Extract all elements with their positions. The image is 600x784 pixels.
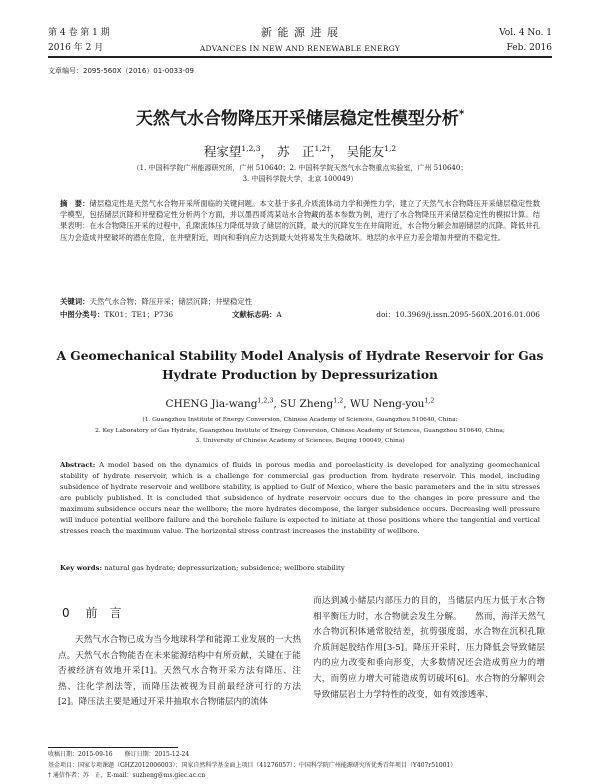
doi-value: 10.3969/j.issn.2095-560X.2016.01.006 [395,310,540,319]
affiliation-cn-line: （1. 中国科学院广州能源研究所，广州 510640；2. 中国科学院天然气水合物重点实验室，广州 510640； [132,164,468,172]
author-cn: 吴能友$^{1,2}$ [346,143,397,159]
affiliation-en-line: 3. University of Chinese Academy of Sciences, Beijing 100049, China) [195,438,405,444]
author-en: SU Zheng$^{1,2}$ [280,397,344,410]
affiliation-cn-line: 3. 中国科学院大学，北京 100049） [242,175,358,183]
footnote-corresponding: † 通信作者：苏 正，E-mail：suzheng@ms.giec.ac.cn [48,772,206,779]
abstract-en [60,460,540,537]
header-journal-en: ADVANCES IN NEW AND RENEWABLE ENERGY [199,44,401,53]
keywords-cn-label: 关键词： [60,297,90,306]
keywords-en-label: Key words: [60,564,103,572]
authors-en: CHENG Jia-wang$^{1,2,3}$, SU Zheng$^{1,2}$, WU Neng-you$^{1,2}$ [165,397,435,410]
footnotes [48,750,552,782]
body-column-left: 天然气水合物已成为当今地球科学和能源工业发展的一大热点。天然气水合物能否在未来能源结构中有所贡献，关键在于能否被经济有效地开采[1]。天然气水合物开采方法有降压、注热、注化学剂法等，而降压法被视为目前最经济可行的方法[2]。降压法主要是通过开采井抽取水合物储层内的流体 [58,635,301,708]
document-code-label: 文献标志码： [232,310,277,319]
abstract-cn-label: 摘 要： [60,199,90,208]
affiliation-en-line: 2. Key Laboratory of Gas Hydrate, Guangzhou Institute of Energy Conversion, Chinese Academy of Sciences, Guangzhou 510640, China; [95,427,505,434]
authors-cn: 程家望$^{1,2,3}$， 苏 正$^{1,2\dagger}$， 吴能友$^{1,2}$ [203,143,397,159]
header-journal-cn: 新 能 源 进 展 [261,26,339,39]
keywords-en [60,563,540,574]
section-heading [62,604,121,621]
title-en [48,347,552,385]
footnote-received: 收稿日期：2015-09-16 修订日期：2015-12-24 [48,751,190,758]
keywords-cn [60,297,540,308]
header-rule [48,56,552,58]
abstract-cn-text: 储层稳定性是天然气水合物开采所面临的关键问题。本文基于多孔介质流体动力学和弹性力学，建立了天然气水合物降压开采储层稳定性数学模型，包括储层沉降和井壁稳定性分析两个方面，并以墨西哥湾某站水合物藏的基本参数为例，进行了水合物降压开采储层稳定性的模拟计算。结果表明：在水合物降压开采的过程中，孔隙流体压力降低导致了储层的沉降，最大的沉降发生在井筒附近，水合物分解会加剧储层的沉降。降低井孔压力会造成井壁破坏的潜在危险，在井壁附近，周向和垂向应力达到最大处将易发生失稳破坏。地层的水平应力差会增加井壁的不稳定性。 [60,199,540,242]
keywords-en-text: natural gas hydrate; depressurization; subsidence; wellbore stability [104,564,345,572]
title-cn-text: 天然气水合物降压开采储层稳定性模型分析 [135,109,459,129]
doi-label: doi： [376,310,396,319]
header-volume-en: Vol. 4 No. 1 [499,28,552,38]
footnote-rule [48,747,178,748]
author-cn: 苏 正$^{1,2\dagger}$ [276,143,331,159]
clc-label: 中图分类号： [60,310,105,319]
affiliation-en [48,415,552,447]
author-cn: 程家望$^{1,2,3}$ [203,143,261,159]
author-en: WU Neng-you$^{1,2}$ [349,397,435,410]
title-en-line: A Geomechanical Stability Model Analysis of Hydrate Reservoir for Gas [56,349,544,363]
section-number: 0 [62,606,70,620]
abstract-cn [60,198,540,243]
document-code [232,310,282,321]
title-cn [48,104,552,129]
document-code-value: A [276,310,282,319]
clc-code [60,310,173,321]
keywords-cn-text: 天然气水合物；降压开采；储层沉降；井壁稳定性 [89,297,253,306]
author-en: CHENG Jia-wang$^{1,2,3}$ [165,397,274,410]
title-cn-mark: * [458,109,465,121]
header-volume-cn: 第 4 卷 第 1 期 [48,28,110,38]
body-column-right: 而达到减小储层内部压力的目的，当储层内压力低于水合物相平衡压力时，水合物就会发生分解。 然而，海洋天然气水合物沉积体通常胶结差，抗剪强度弱，水合物在沉积孔隙介质间起胶结作用[3-5]。降压开采时，压力降低会导致储层内的应力改变和垂向形变，大多数情况还会造成剪应力的增大，而剪应力增大可能造成剪切破坏[6]。水合物的分解则会导致储层岩土力学特性的改变，如有效渗透率、 [313,596,545,700]
doi [376,310,540,321]
header-date-en: Feb. 2016 [506,43,552,53]
title-en-line: Hydrate Production by Depressurization [162,368,438,382]
abstract-en-text: A model based on the dynamics of fluids in porous media and poroelasticity is developed for analyzing geomechanical stability of hydrate reservoir, which is a challenge for commercial gas production from hydrate reservoir. This model, including subsidence of hydrate reservoir and wellbore stability, is applied to Gulf of Mexico, where the basic parameters and the in situ stresses are publicly published. It is concluded that subsidence of hydrate reservoir occurs due to the changes in pore pressure and the maximum subsidence occurs near the wellbore; the more hydrates decompose, the larger subsidence occurs. Decreasing well pressure will induce potential wellbore failure and the borehole failure is expected to initiate at those positions where the tangential and vertical stresses reach the maximum value. The horizontal stress contrast increases the instability of wellbore. [60,461,540,535]
affiliation-en-line: (1. Guangzhou Institute of Energy Conversion, Chinese Academy of Sciences, Guangzhou 510640, China; [142,417,458,423]
affiliation-cn [48,163,552,185]
clc-value: TK01；TE1；P736 [104,310,174,319]
header-date-cn: 2016 年 2 月 [48,43,104,53]
footnote-fund: 基金项目：国家专项课题（GHZ2012006003）；国家自然科学基金面上项目（41276057）；中国科学院广州能源研究所优秀青年项目（Y407r51001） [48,761,457,769]
abstract-en-label: Abstract: [60,461,96,469]
section-title: 前 言 [85,606,122,620]
article-id: 文章编号：2095-560X（2016）01-0033-09 [48,67,194,75]
